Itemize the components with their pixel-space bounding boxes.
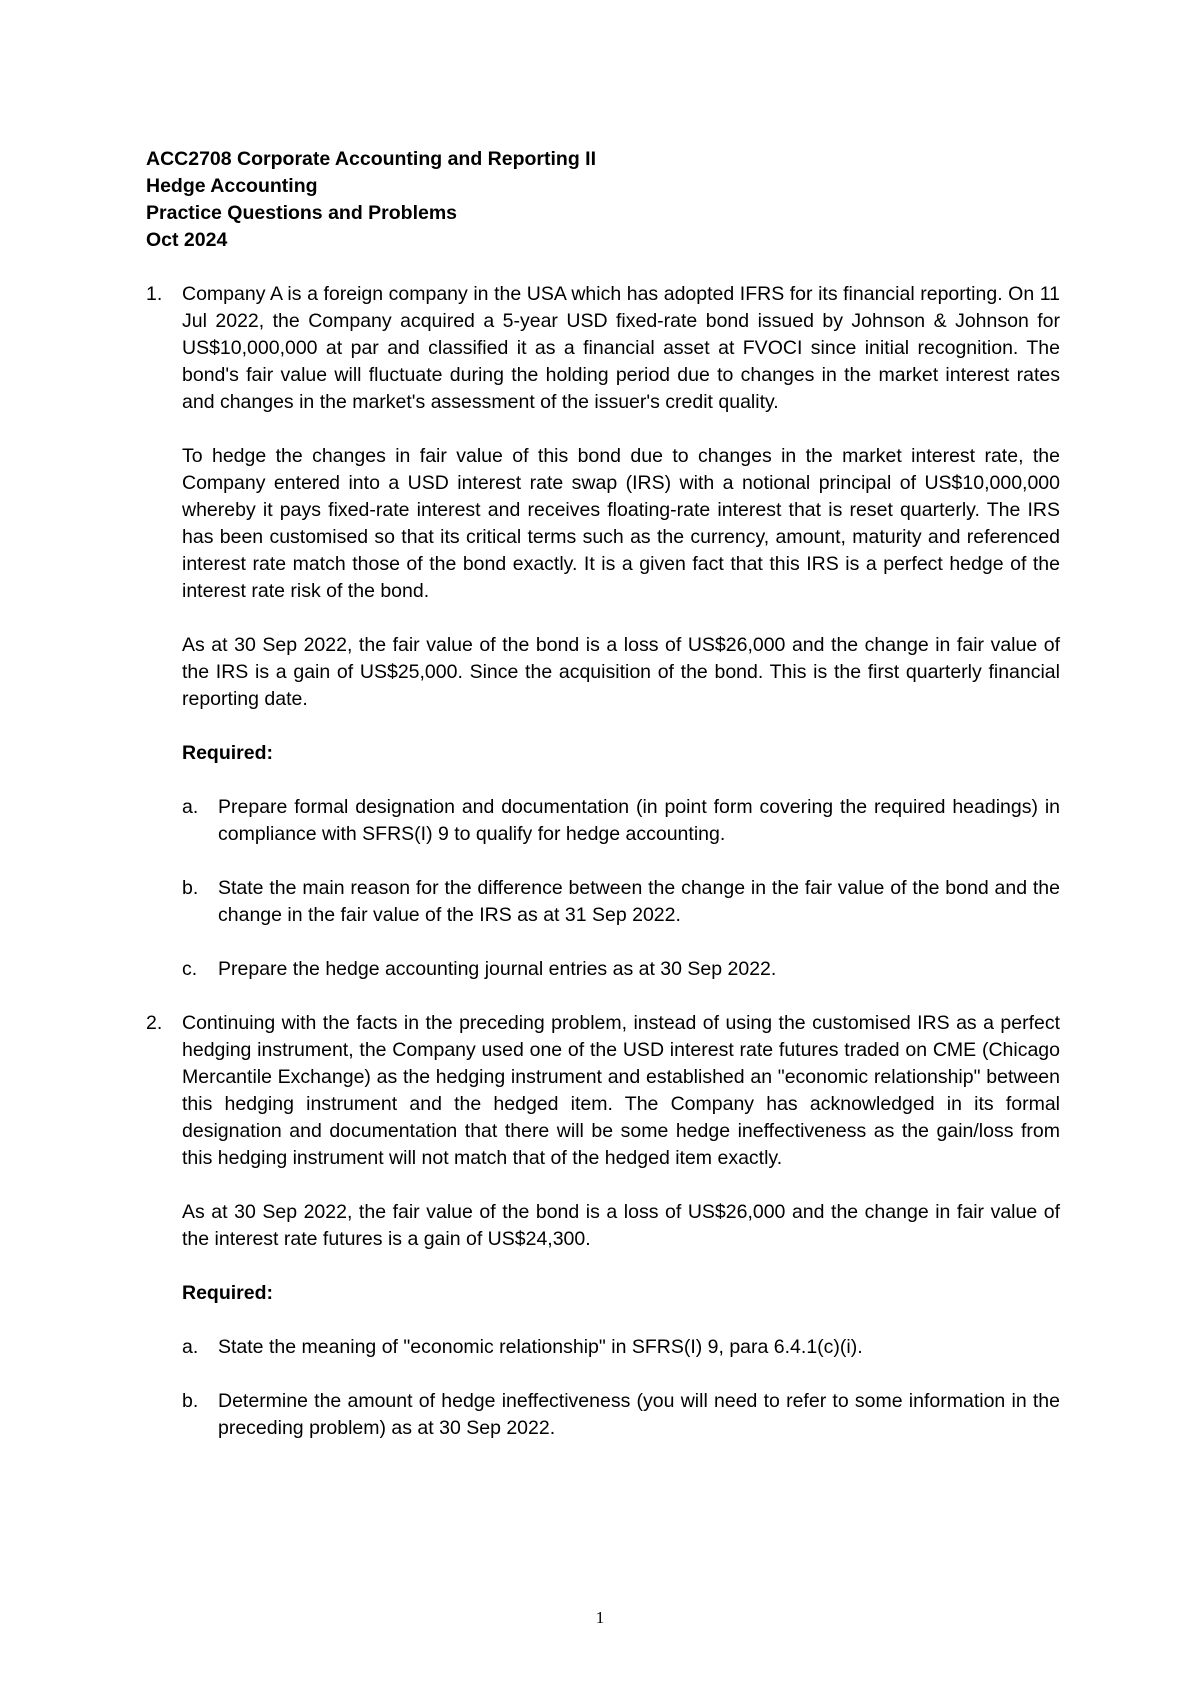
course-title: ACC2708 Corporate Accounting and Reporting II [146,148,596,170]
sub-question-letter: b. [182,1390,199,1412]
question-paragraph: As at 30 Sep 2022, the fair value of the bond is a loss of US$26,000 and the change in fair value of the IRS is a gain of US$25,000. Since the acquisition of the bond. This is the first quarterly financial reporting date. [182,634,1060,710]
required-label: Required: [182,1282,274,1304]
document-subtitle: Practice Questions and Problems [146,202,458,224]
document-header [146,146,1060,254]
sub-question-letter: c. [182,958,198,980]
document-body [146,146,1060,1469]
question-paragraph: To hedge the changes in fair value of this bond due to changes in the market interest rate, the Company entered into a USD interest rate swap (IRS) with a notional principal of US$10,000,000 whereby it pays fixed-rate interest and receives floating-rate interest that is reset quarterly. The IRS has been customised so that its critical terms such as the currency, amount, maturity and referenced interest rate match those of the bond exactly. It is a given fact that this IRS is a perfect hedge of the interest rate risk of the bond. [182,445,1060,602]
document-date: Oct 2024 [146,229,228,251]
sub-question-1c [182,956,1060,983]
required-label: Required: [182,742,274,764]
sub-question-text: Prepare formal designation and documentation (in point form covering the required headings) in compliance with SFRS(I) 9 to qualify for hedge accounting. [218,796,1060,845]
sub-question-2b [182,1388,1060,1442]
sub-question-1a [182,794,1060,848]
question-paragraph: As at 30 Sep 2022, the fair value of the bond is a loss of US$26,000 and the change in fair value of the interest rate futures is a gain of US$24,300. [182,1201,1060,1250]
question-1 [146,281,1060,983]
sub-question-text: Prepare the hedge accounting journal entries as at 30 Sep 2022. [218,958,777,980]
sub-question-text: Determine the amount of hedge ineffectiveness (you will need to refer to some information in the preceding problem) as at 30 Sep 2022. [218,1390,1060,1439]
question-number: 2. [146,1012,163,1034]
sub-question-letter: b. [182,877,199,899]
sub-question-1b [182,875,1060,929]
question-paragraph: Continuing with the facts in the preceding problem, instead of using the customised IRS as a perfect hedging instrument, the Company used one of the USD interest rate futures traded on CME (Chicago Mercantile Exchange) as the hedging instrument and established an "economic relationship" between this hedging instrument and the hedged item. The Company has acknowledged in its formal designation and documentation that there will be some hedge ineffectiveness as the gain/loss from this hedging instrument will not match that of the hedged item exactly. [182,1012,1060,1169]
sub-question-letter: a. [182,796,199,818]
sub-question-letter: a. [182,1336,199,1358]
page-number: 1 [595,1608,605,1627]
question-paragraph: Company A is a foreign company in the USA which has adopted IFRS for its financial reporting. On 11 Jul 2022, the Company acquired a 5-year USD fixed-rate bond issued by Johnson & Johnson for US$10,000,000 at par and classified it as a financial asset at FVOCI since initial recognition. The bond's fair value will fluctuate during the holding period due to changes in the market interest rates and changes in the market's assessment of the issuer's credit quality. [182,283,1060,413]
sub-question-text: State the meaning of "economic relationship" in SFRS(I) 9, para 6.4.1(c)(i). [218,1336,863,1358]
sub-question-2a [182,1334,1060,1361]
topic-title: Hedge Accounting [146,175,318,197]
question-2 [146,1010,1060,1442]
question-number: 1. [146,283,163,305]
sub-question-text: State the main reason for the difference between the change in the fair value of the bond and the change in the fair value of the IRS as at 31 Sep 2022. [218,877,1060,926]
